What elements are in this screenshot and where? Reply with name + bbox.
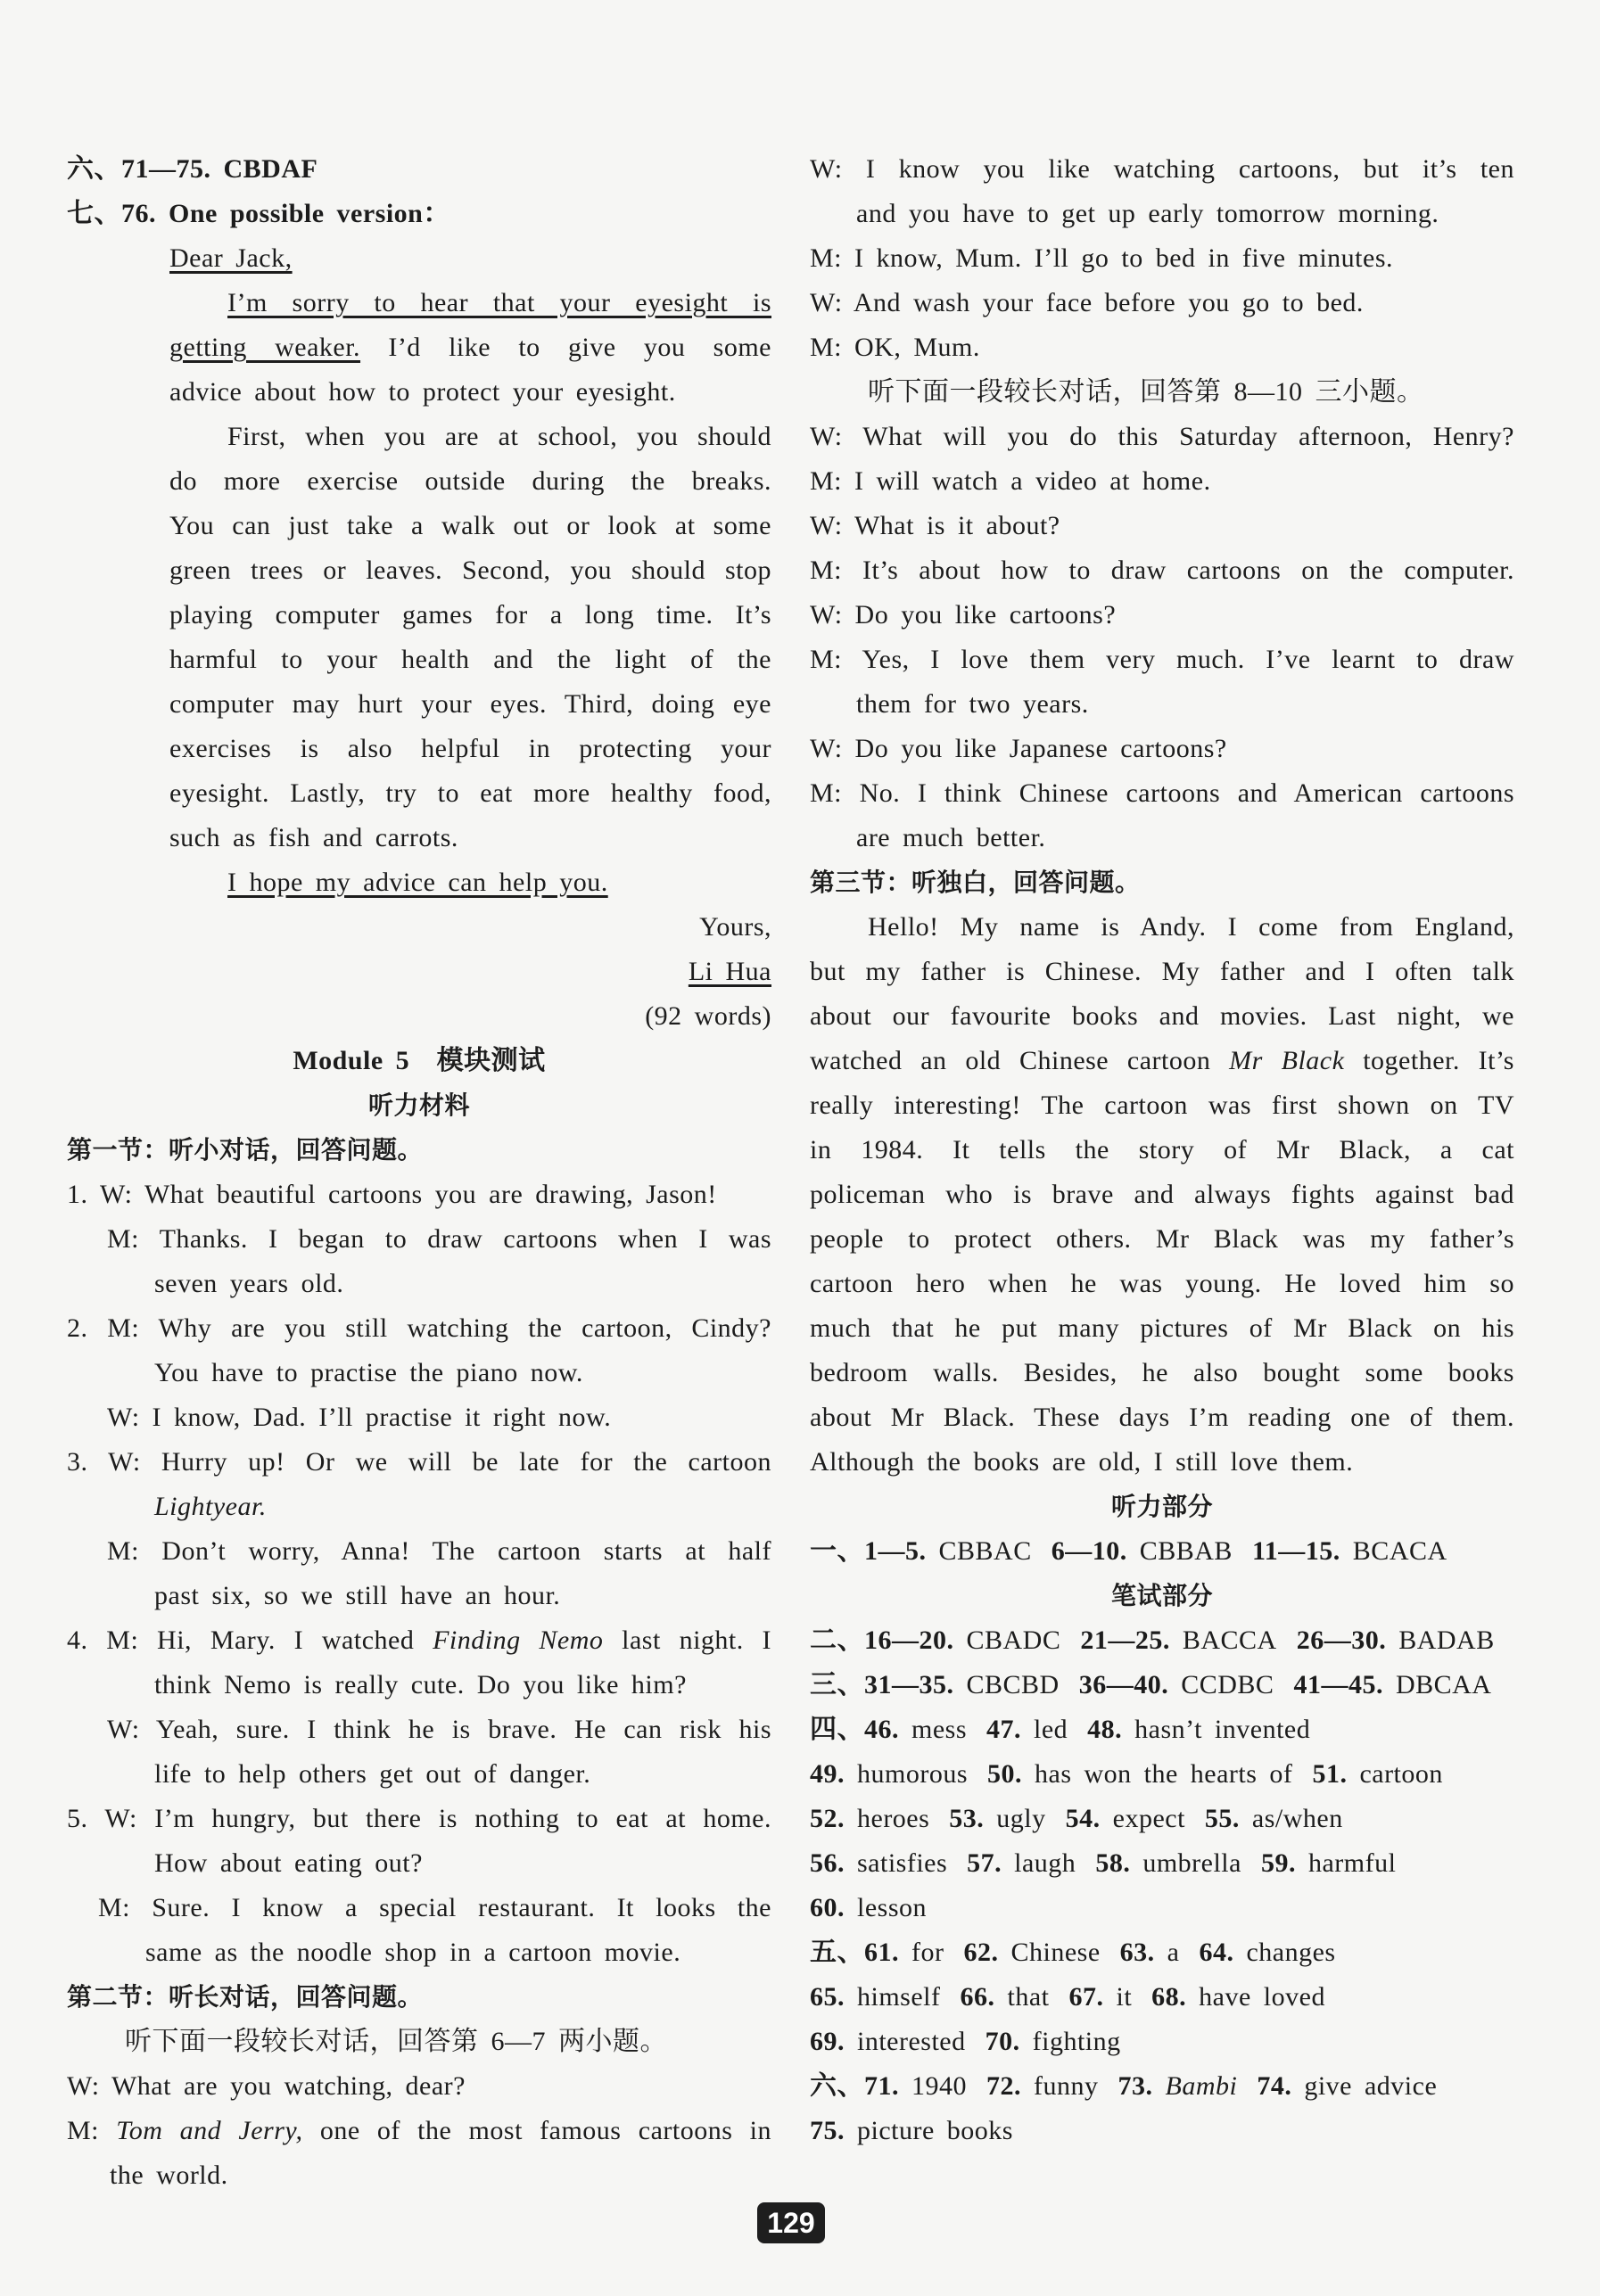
letter-line [67, 325, 771, 370]
dialogue-line: past six, so we still have an hour. [154, 1581, 561, 1610]
letter-line: green trees or leaves. Second, you should stop [169, 555, 771, 585]
underlined-sentence: getting weaker. [169, 333, 361, 362]
underlined-sentence: I hope my advice can help you. [227, 868, 608, 897]
answer-line [810, 1975, 1514, 2020]
written-part-title: 笔试部分 [1110, 1581, 1213, 1610]
dialogue-line: W: And wash your face before you go to bed. [810, 288, 1364, 317]
dialogue-text: one of the most famous cartoons in [319, 2116, 771, 2145]
dialogue-line: seven years old. [154, 1269, 344, 1298]
answer-number: 75. [810, 2116, 845, 2145]
answer-value: has won the hearts of [1035, 1759, 1293, 1789]
monologue-line: about Mr Black. These days I’m reading one of them. [810, 1403, 1514, 1432]
answer-value: humorous [857, 1759, 968, 1789]
section-heading: 第一节：听小对话，回答问题。 [67, 1135, 424, 1164]
letter-closing: Yours, [699, 912, 771, 942]
dialogue-line: 1. W: What beautiful cartoons you are drawing, Jason! [67, 1180, 717, 1209]
dialogue-text: last night. I [622, 1625, 772, 1655]
answer-value: have loved [1199, 1982, 1325, 2012]
monologue-text: watched an old Chinese cartoon [810, 1046, 1211, 1075]
monologue-line: Although the books are old, I still love them. [810, 1447, 1354, 1477]
dialogue-line: Lightyear. [154, 1492, 267, 1521]
answer-number: 52. [810, 1804, 845, 1833]
dialogue-line: M: It’s about how to draw cartoons on the computer. [810, 555, 1514, 585]
dialogue-line: the world. [110, 2160, 228, 2190]
dialogue-line: 5. W: I’m hungry, but there is nothing to eat at home. [67, 1804, 771, 1833]
signature-text: Li Hua [688, 957, 771, 986]
answer-value: heroes [857, 1804, 930, 1833]
answer-value: changes [1246, 1938, 1336, 1967]
letter-salutation [67, 236, 771, 281]
answer-number: 三、31—35. [810, 1670, 954, 1699]
answer-number: 49. [810, 1759, 845, 1789]
answer-number: 73. [1118, 2071, 1153, 2101]
dialogue-line: W: Yeah, sure. I think he is brave. He can risk his [107, 1715, 771, 1744]
answer-number: 二、16—20. [810, 1625, 954, 1655]
answer-number: 56. [810, 1848, 845, 1878]
dialogue-line: W: I know you like watching cartoons, but it’s ten [810, 154, 1514, 184]
answer-value: BADAB [1398, 1625, 1495, 1655]
answer-number: 一、1—5. [810, 1536, 927, 1566]
answer-value: as/when [1251, 1804, 1343, 1833]
answer-number: 53. [949, 1804, 985, 1833]
answer-value: hasn’t invented [1134, 1715, 1311, 1744]
answer-number: 60. [810, 1893, 845, 1922]
section-heading: 第三节：听独白，回答问题。 [810, 868, 1141, 897]
answer-number: 57. [967, 1848, 1002, 1878]
dialogue-line: W: What will you do this Saturday afternoon, Henry? [810, 422, 1514, 451]
dialogue-line: W: What are you watching, dear? [67, 2071, 466, 2101]
monologue-line: policeman who is brave and always fights against bad [810, 1180, 1514, 1209]
answer-value: it [1116, 1982, 1133, 2012]
module-title: Module 5 模块测试 [293, 1046, 546, 1075]
answer-value: lesson [857, 1893, 927, 1922]
answer-number: 70. [985, 2027, 1020, 2056]
answer-line [810, 1886, 1514, 1930]
dialogue-line: M: No. I think Chinese cartoons and American cartoons [810, 778, 1514, 808]
listening-title: 听力材料 [367, 1090, 470, 1120]
dialogue-line: W: Do you like Japanese cartoons? [810, 734, 1227, 763]
answer-value: funny [1034, 2071, 1099, 2101]
answer-number: 41—45. [1293, 1670, 1383, 1699]
answer-line [67, 147, 771, 192]
answer-number: 64. [1199, 1938, 1234, 1967]
answer-line [810, 1752, 1514, 1797]
dialogue-line: W: Do you like cartoons? [810, 600, 1117, 630]
answer-line [810, 1663, 1514, 1708]
letter-line: exercises is also helpful in protecting your [169, 734, 771, 763]
answer-value: expect [1112, 1804, 1185, 1833]
answer-value: CBBAC [938, 1536, 1032, 1566]
answer-value: mess [911, 1715, 967, 1744]
answer-number: 63. [1119, 1938, 1155, 1967]
answer-number: 六、71. [810, 2071, 899, 2101]
answer-number: 65. [810, 1982, 845, 2012]
letter-line [67, 281, 771, 325]
monologue-line: cartoon hero when he was young. He loved him so [810, 1269, 1514, 1298]
answer-value: CCDBC [1181, 1670, 1274, 1699]
answer-text: 六、71—75. CBDAF [67, 154, 318, 184]
answer-number: 69. [810, 2027, 845, 2056]
dialogue-line [67, 2109, 771, 2153]
letter-line: eyesight. Lastly, try to eat more healthy food, [169, 778, 771, 808]
answer-number: 72. [986, 2071, 1021, 2101]
answer-value: cartoon [1359, 1759, 1443, 1789]
dialogue-text: 4. M: Hi, Mary. I watched [67, 1625, 415, 1655]
answer-line [810, 2064, 1514, 2109]
answer-number: 47. [986, 1715, 1021, 1744]
answer-value: CBADC [966, 1625, 1061, 1655]
instruction-line: 听下面一段较长对话，回答第 6—7 两小题。 [125, 2027, 667, 2056]
letter-line [67, 860, 771, 905]
dialogue-line: them for two years. [856, 689, 1089, 719]
answer-value: interested [857, 2027, 966, 2056]
answer-value: Bambi [1165, 2071, 1238, 2101]
answer-value: satisfies [857, 1848, 948, 1878]
answer-value: harmful [1307, 1848, 1397, 1878]
answer-number: 55. [1204, 1804, 1240, 1833]
dialogue-line: and you have to get up early tomorrow morning. [856, 199, 1439, 228]
right-column [810, 147, 1514, 2153]
instruction-line: 听下面一段较长对话，回答第 8—10 三小题。 [868, 377, 1424, 407]
answer-value: picture books [857, 2116, 1013, 2145]
monologue-line: really interesting! The cartoon was first shown on TV [810, 1090, 1514, 1120]
answer-line [810, 1618, 1514, 1663]
answer-value: 1940 [911, 2071, 967, 2101]
dialogue-line: same as the noodle shop in a cartoon movie. [145, 1938, 681, 1967]
answer-number: 66. [960, 1982, 995, 2012]
answer-line [810, 2020, 1514, 2064]
left-column [67, 147, 771, 2198]
dialogue-line: W: I know, Dad. I’ll practise it right now. [107, 1403, 612, 1432]
answer-line [810, 1797, 1514, 1841]
answer-line [810, 1529, 1514, 1574]
monologue-line: people to protect others. Mr Black was my father’s [810, 1224, 1514, 1254]
monologue-line: about our favourite books and movies. Last night, we [810, 1001, 1514, 1031]
dialogue-line: W: What is it about? [810, 511, 1060, 540]
answer-number: 四、46. [810, 1715, 899, 1744]
page-number: 129 [757, 2202, 825, 2243]
section-heading: 第二节：听长对话，回答问题。 [67, 1982, 424, 2012]
dialogue-line: 3. W: Hurry up! Or we will be late for the cartoon [67, 1447, 771, 1477]
answer-number: 67. [1068, 1982, 1104, 2012]
letter-line: do more exercise outside during the breaks. [169, 466, 771, 496]
dialogue-line: M: Sure. I know a special restaurant. It looks the [98, 1893, 771, 1922]
letter-line: First, when you are at school, you should [227, 422, 771, 451]
monologue-line: but my father is Chinese. My father and I often talk [810, 957, 1514, 986]
dialogue-line: You have to practise the piano now. [154, 1358, 583, 1387]
monologue-line [810, 1039, 1514, 1083]
answer-number: 26—30. [1296, 1625, 1387, 1655]
dialogue-line: How about eating out? [154, 1848, 423, 1878]
dialogue-line: M: Yes, I love them very much. I’ve learnt to draw [810, 645, 1514, 674]
answer-value: CBCBD [966, 1670, 1060, 1699]
letter-signature [67, 950, 771, 994]
dialogue-line: think Nemo is really cute. Do you like him? [154, 1670, 687, 1699]
salutation-text: Dear Jack, [169, 243, 293, 273]
letter-line: advice about how to protect your eyesight. [169, 377, 676, 407]
italic-title: Mr Black [1229, 1046, 1345, 1075]
essay-heading: 七、76. One possible version： [67, 199, 450, 228]
letter-line: You can just take a walk out or look at some [169, 511, 771, 540]
answer-number: 51. [1312, 1759, 1348, 1789]
answer-line [810, 2109, 1514, 2153]
answer-number: 74. [1257, 2071, 1292, 2101]
dialogue-line: 2. M: Why are you still watching the cartoon, Cindy? [67, 1313, 771, 1343]
dialogue-line [67, 1618, 771, 1663]
answer-value: that [1007, 1982, 1050, 2012]
answer-value: laugh [1014, 1848, 1076, 1878]
letter-line: playing computer games for a long time. It’s [169, 600, 771, 630]
dialogue-line: M: OK, Mum. [810, 333, 980, 362]
answer-line [810, 1841, 1514, 1886]
italic-title: Finding Nemo [433, 1625, 604, 1655]
answer-line [810, 1708, 1514, 1752]
answer-line [810, 1930, 1514, 1975]
answer-value: DBCAA [1395, 1670, 1492, 1699]
word-count: (92 words) [645, 1001, 771, 1031]
answer-number: 59. [1260, 1848, 1296, 1878]
monologue-line: in 1984. It tells the story of Mr Black, a cat [810, 1135, 1514, 1164]
answer-value: ugly [996, 1804, 1046, 1833]
answer-value: fighting [1032, 2027, 1121, 2056]
dialogue-line: M: Don’t worry, Anna! The cartoon starts at half [107, 1536, 771, 1566]
listening-part-title: 听力部分 [1110, 1492, 1213, 1521]
answer-value: a [1167, 1938, 1180, 1967]
dialogue-line: M: Thanks. I began to draw cartoons when I was [107, 1224, 771, 1254]
answer-number: 6—10. [1051, 1536, 1127, 1566]
monologue-line: Hello! My name is Andy. I come from England, [868, 912, 1514, 942]
answer-number: 五、61. [810, 1938, 899, 1967]
underlined-sentence: I’m sorry to hear that your eyesight is [227, 288, 771, 317]
answer-value: Chinese [1010, 1938, 1101, 1967]
answer-number: 36—40. [1078, 1670, 1169, 1699]
italic-title: Tom and Jerry, [116, 2116, 303, 2145]
letter-text: I’d like to give you some [388, 333, 771, 362]
answer-value: CBBAB [1139, 1536, 1233, 1566]
letter-line: such as fish and carrots. [169, 823, 458, 852]
answer-value: give advice [1304, 2071, 1438, 2101]
letter-line: computer may hurt your eyes. Third, doing eye [169, 689, 771, 719]
answer-number: 21—25. [1080, 1625, 1170, 1655]
answer-value: umbrella [1142, 1848, 1241, 1878]
dialogue-line: life to help others get out of danger. [154, 1759, 591, 1789]
answer-value: BCACA [1352, 1536, 1447, 1566]
answer-number: 62. [963, 1938, 999, 1967]
letter-line: harmful to your health and the light of the [169, 645, 771, 674]
answer-number: 11—15. [1251, 1536, 1340, 1566]
answer-value: himself [857, 1982, 941, 2012]
answer-number: 54. [1065, 1804, 1101, 1833]
answer-value: led [1034, 1715, 1068, 1744]
monologue-line: bedroom walls. Besides, he also bought some books [810, 1358, 1514, 1387]
answer-value: for [911, 1938, 944, 1967]
answer-number: 48. [1087, 1715, 1123, 1744]
dialogue-line: M: I will watch a video at home. [810, 466, 1211, 496]
answer-number: 50. [987, 1759, 1022, 1789]
speaker-label: M: [67, 2116, 100, 2145]
answer-number: 58. [1095, 1848, 1131, 1878]
dialogue-line: are much better. [856, 823, 1046, 852]
monologue-line: much that he put many pictures of Mr Black on his [810, 1313, 1514, 1343]
answer-value: BACCA [1182, 1625, 1277, 1655]
dialogue-line: M: I know, Mum. I’ll go to bed in five minutes. [810, 243, 1393, 273]
answer-number: 68. [1151, 1982, 1187, 2012]
monologue-text: together. It’s [1363, 1046, 1514, 1075]
